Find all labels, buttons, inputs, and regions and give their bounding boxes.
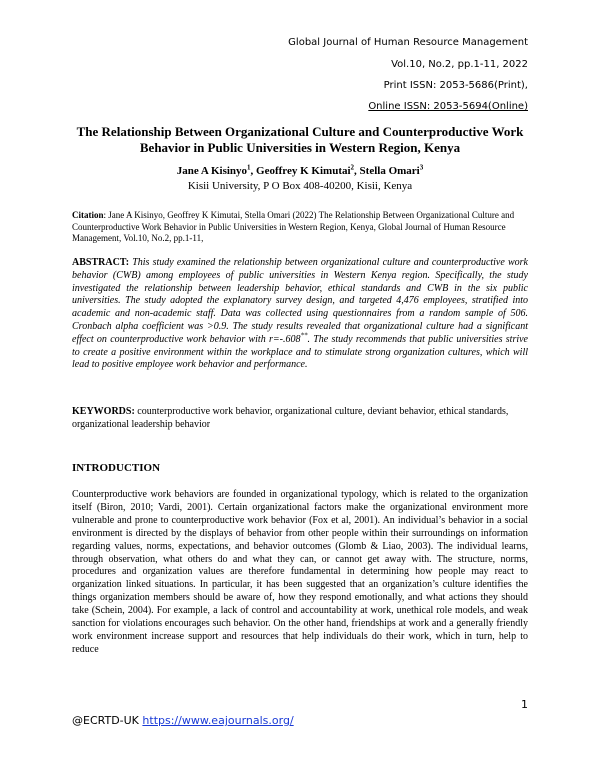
author-list — [72, 164, 528, 178]
abstract-sup: ** — [300, 331, 308, 340]
abstract — [72, 257, 528, 372]
abstract-text-end: . The study recommends that public universities strive to create a positive environment within the workplace and to stimulate strong organization cultures, which will lead to positive employee work behavior and performance. — [72, 333, 528, 371]
author-name: Jane A Kisinyo — [176, 165, 248, 177]
author-name: Stella Omari — [359, 165, 420, 177]
author-sep: , — [354, 165, 360, 177]
citation-label: Citation — [72, 210, 104, 220]
abstract-label: ABSTRACT: — [72, 257, 130, 268]
author-name: Geoffrey K Kimutai — [256, 165, 351, 177]
intro-paragraph: Counterproductive work behaviors are founded in organizational typology, which is related to the organization itself (Biron, 2010; Vardi, 2001). Certain organizational factors make the organizational environment more vulnerable and prone to counterproductive work behavior (Fox et al, 2001). An individual’s behavior in a social environment is directed by the displays of behavior from other people within their surroundings on information regarding values, norms, expectations, and behavior outcomes (Glomb & Liao, 2003). The individual learns, through observation, what others do and what they can, or cannot get away with. The structure, norms, procedures and organization values are therefore fundamental in determining how people may react to organization linked situations. In particular, it has been suggested that an organization’s culture identifies the things organization members should be aware of, how they respond emotionally, and what actions they should take (Schein, 2004). For example, a lack of control and accountability at work, unethical role models, and weak sanction for violations encourages such behavior. On the other hand, friendships at work and a generally friendly work environment increase support and resources that help individuals do their work, which in turn, help to reduce — [72, 489, 528, 655]
affiliation: Kisii University, P O Box 408-40200, Kisii, Kenya — [187, 180, 413, 192]
print-issn: Print ISSN: 2053-5686(Print), — [383, 80, 528, 91]
abstract-text: This study examined the relationship between organizational culture and counterproductive work behavior (CWB) among employees of public universities in Western Kenya region. Specifically, the study investigated the relationship between leadership behavior, ethical standards and CWB in the six public universities. The study adopted the explanatory survey design, and targeted 4,476 employees, stratified into academic and non-academic staff. Data was collected using questionnaires from a random sample of 506. Cronbach alpha coefficient was >0.9. The study results revealed that organizational culture had a significant effect on counterproductive work behavior with r=-.608 — [72, 257, 528, 345]
author-sup: 2 — [350, 163, 355, 172]
journal-volume: Vol.10, No.2, pp.1-11, 2022 — [391, 59, 528, 70]
journal-link[interactable]: https://www.eajournals.org/ — [142, 714, 294, 727]
keywords-text: counterproductive work behavior, organizational culture, deviant behavior, ethical standards, organizational leadership behavior — [72, 406, 509, 430]
author-sep: , — [250, 165, 257, 177]
article-title: The Relationship Between Organizational Culture and Counterproductive Work Behavior in Public Universities in Western Region, Kenya — [76, 124, 524, 155]
journal-name: Global Journal of Human Resource Management — [288, 37, 528, 48]
footer — [72, 714, 294, 727]
author-sup: 1 — [247, 163, 251, 172]
author-sup: 3 — [419, 163, 424, 172]
keywords — [72, 406, 528, 432]
section-heading: INTRODUCTION — [72, 462, 161, 474]
citation — [72, 210, 528, 245]
copyright: @ECRTD-UK — [72, 714, 139, 727]
citation-text: : Jane A Kisinyo, Geoffrey K Kimutai, Stella Omari (2022) The Relationship Between Organizational Culture and Counterproductive Work Behavior in Public Universities in Western Region, Kenya, Global Journal of Human Resource Management, Vol.10, No.2, pp.1-11, — [72, 210, 515, 243]
online-issn: Online ISSN: 2053-5694(Online) — [368, 101, 528, 112]
page-number: 1 — [521, 698, 528, 711]
keywords-label: KEYWORDS: — [72, 406, 135, 417]
